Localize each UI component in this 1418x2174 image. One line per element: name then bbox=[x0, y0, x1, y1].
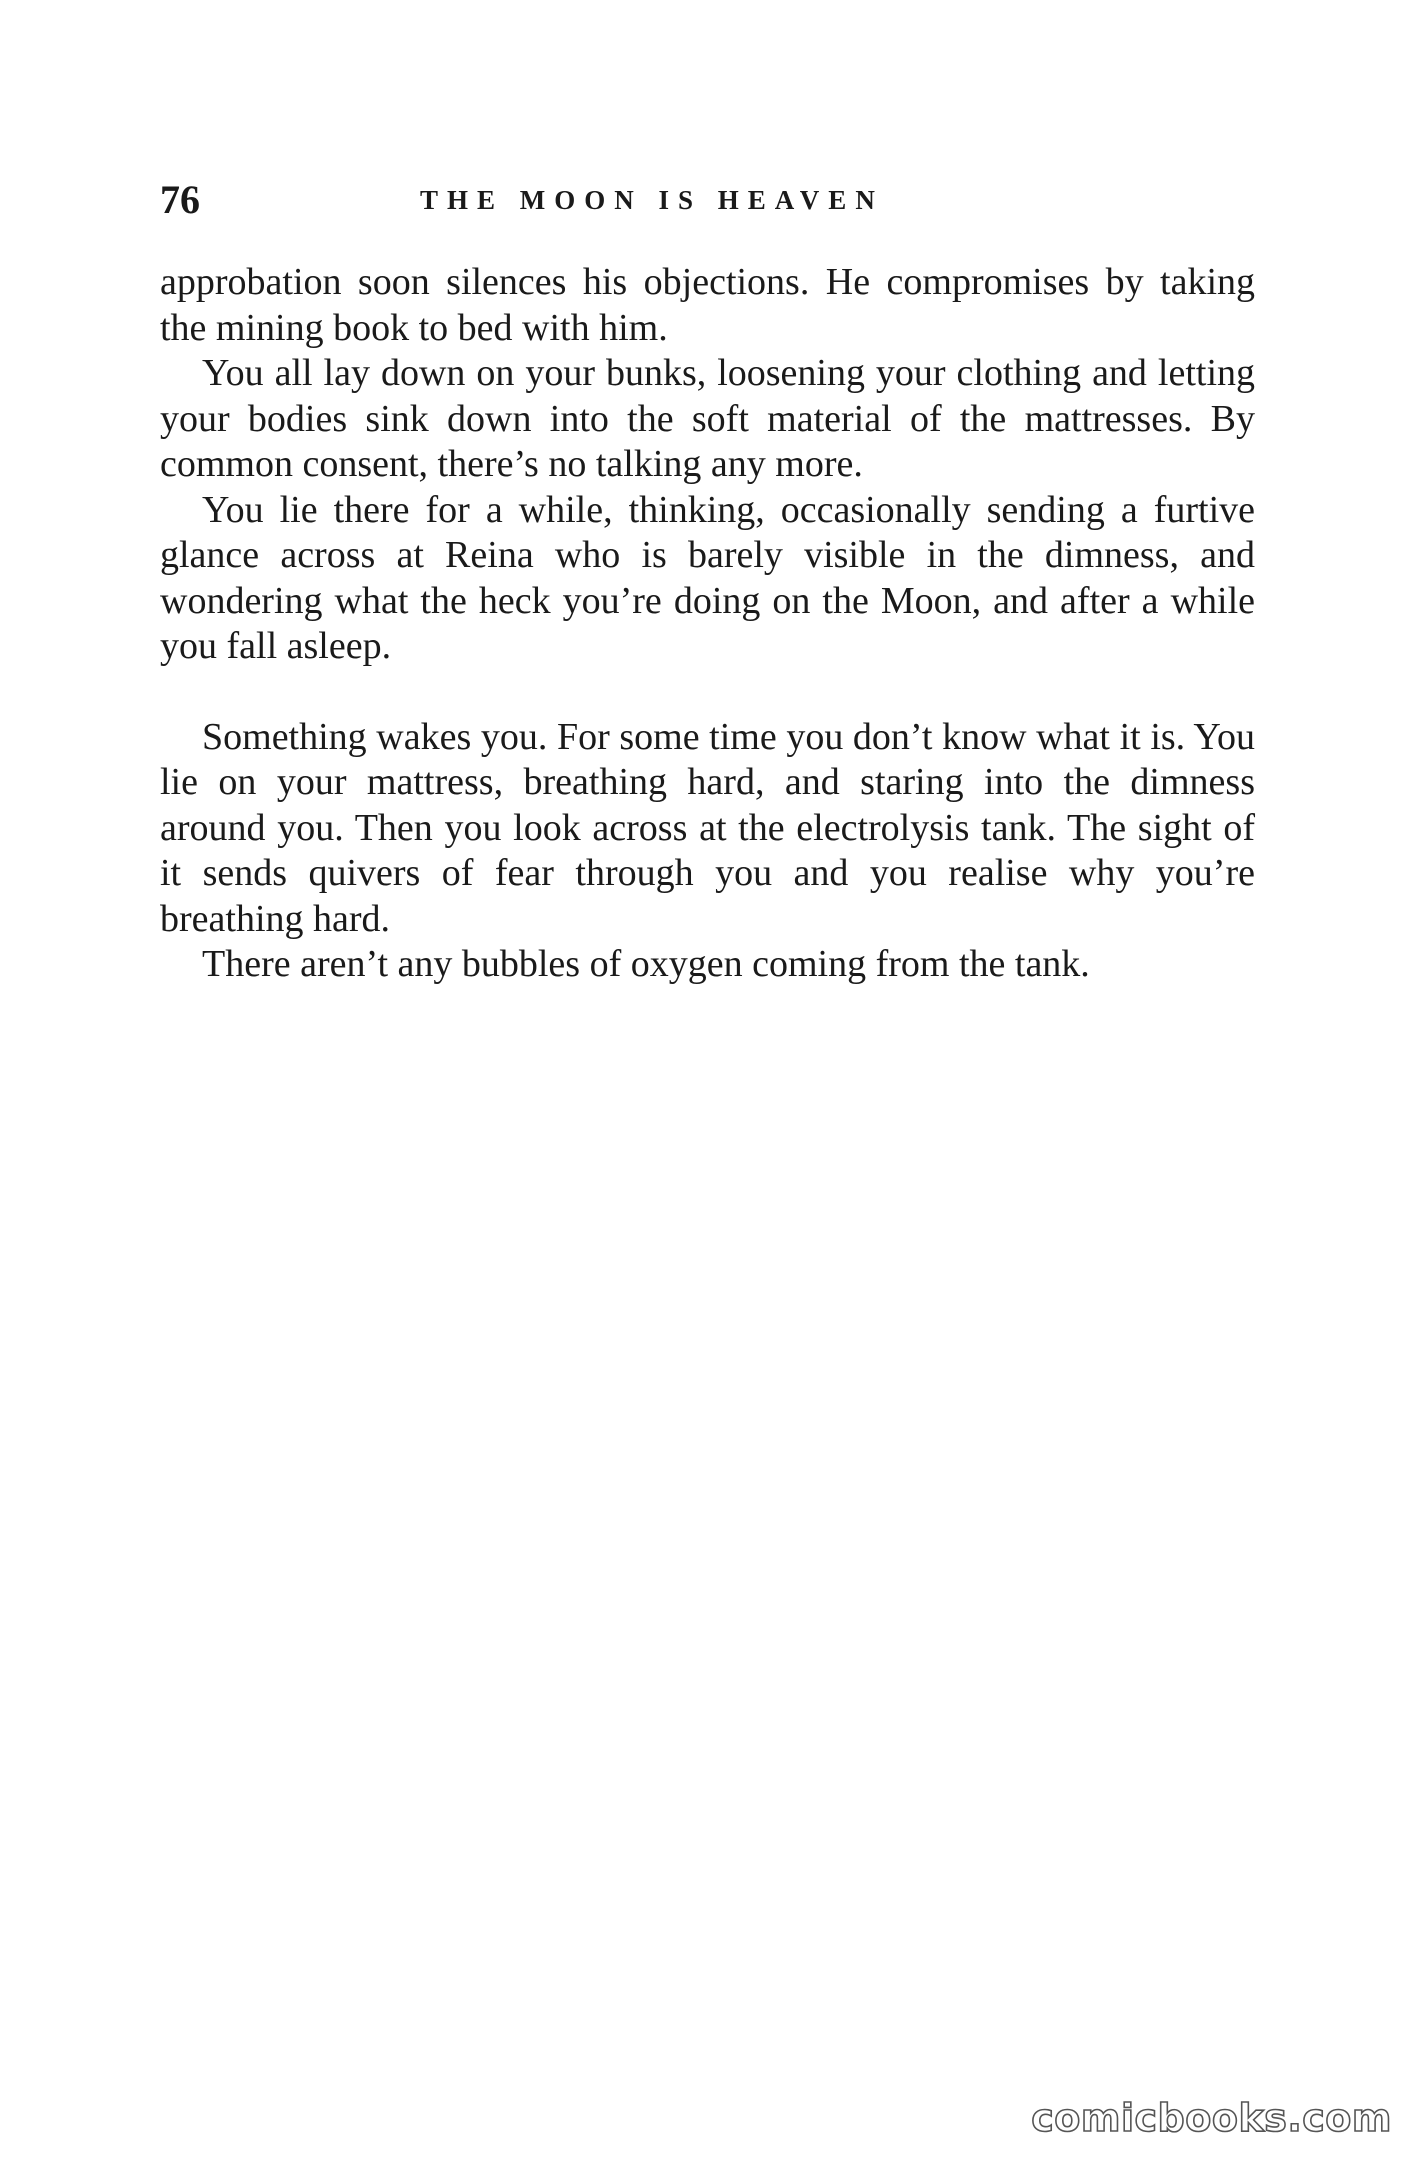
page-number: 76 bbox=[160, 177, 200, 222]
running-title: THE MOON IS HEAVEN bbox=[420, 185, 884, 215]
paragraph-1: approbation soon silences his objections. He compromises by taking the mining book to bed with him. bbox=[160, 261, 1255, 349]
paragraph-2: You all lay down on your bunks, loosening your clothing and letting your bodies sink down into the soft material of the mattresses. By common consent, there’s no talking any more. bbox=[160, 352, 1255, 485]
paragraph-5: There aren’t any bubbles of oxygen coming from the tank. bbox=[202, 943, 1090, 985]
body-text bbox=[160, 260, 1255, 988]
paragraph-3: You lie there for a while, thinking, occasionally sending a furtive glance across at Reina who is barely visible in the dimness, and wondering what the heck you’re doing on the Moon, and after a while you fall asleep. bbox=[160, 488, 1255, 667]
page-header bbox=[160, 170, 1255, 230]
paragraph-4: Something wakes you. For some time you don’t know what it is. You lie on your mattress, breathing hard, and staring into the dimness around you. Then you look across at the electrolysis tank. The sight of it sends quivers of fear through you and you realise why you’re breathing hard. bbox=[160, 715, 1255, 940]
watermark: comicbooks.com bbox=[1031, 2096, 1392, 2140]
